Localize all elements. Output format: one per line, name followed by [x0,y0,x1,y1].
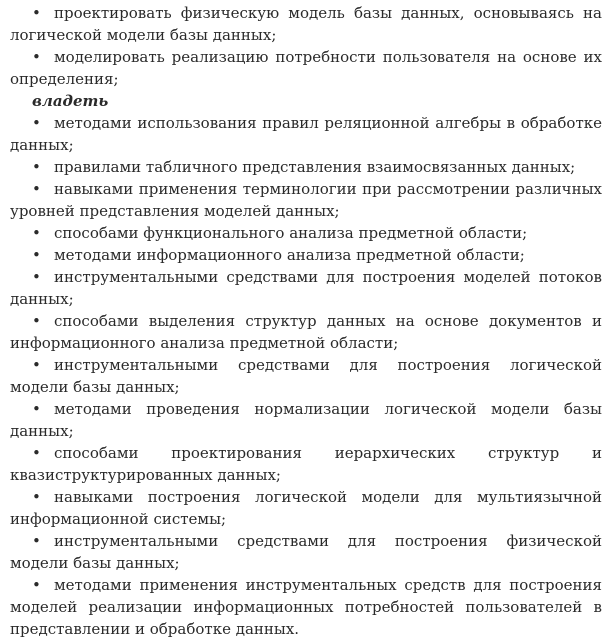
list-item: • инструментальными средствами для построения логической модели базы данных; [10,356,602,396]
bullet-icon: • [32,180,41,198]
bullet-icon: • [32,224,41,242]
bullet-icon: • [32,4,41,22]
list-item: • способами проектирования иерархических структур и квазиструктурированных данных; [10,444,602,484]
section-heading: владеть [32,92,109,110]
list-item: • способами функционального анализа предметной области; [32,224,528,242]
bullet-icon: • [32,488,41,506]
list-item: • методами применения инструментальных средств для построения моделей реализации информационных потребностей пользователей в представлении и обработке данных. [10,576,602,638]
list-item: • навыками построения логической модели для мультиязычной информационной системы; [10,488,602,528]
list-item: • проектировать физическую модель базы данных, основываясь на логической модели базы данных; [10,4,602,44]
bullet-icon: • [32,48,41,66]
list-item: • способами выделения структур данных на основе документов и информационного анализа предметной области; [10,312,602,352]
list-item: • методами использования правил реляционной алгебры в обработке данных; [10,114,602,154]
list-item: • инструментальными средствами для построения моделей потоков данных; [10,268,602,308]
bullet-icon: • [32,158,41,176]
bullet-icon: • [32,246,41,264]
bullet-icon: • [32,532,41,550]
list-item: • правилами табличного представления взаимосвязанных данных; [32,158,576,176]
bullet-icon: • [32,356,41,374]
bullet-icon: • [32,400,41,418]
list-item: • навыками применения терминологии при рассмотрении различных уровней представления моделей данных; [10,180,602,220]
bullet-icon: • [32,312,41,330]
list-item: • методами проведения нормализации логической модели базы данных; [10,400,602,440]
list-item: • инструментальными средствами для построения физической модели базы данных; [10,532,602,572]
bullet-icon: • [32,114,41,132]
list-item: • моделировать реализацию потребности пользователя на основе их определения; [10,48,602,88]
bullet-icon: • [32,268,41,286]
bullet-icon: • [32,444,41,462]
bullet-icon: • [32,576,41,594]
list-item: • методами информационного анализа предметной области; [32,246,525,264]
